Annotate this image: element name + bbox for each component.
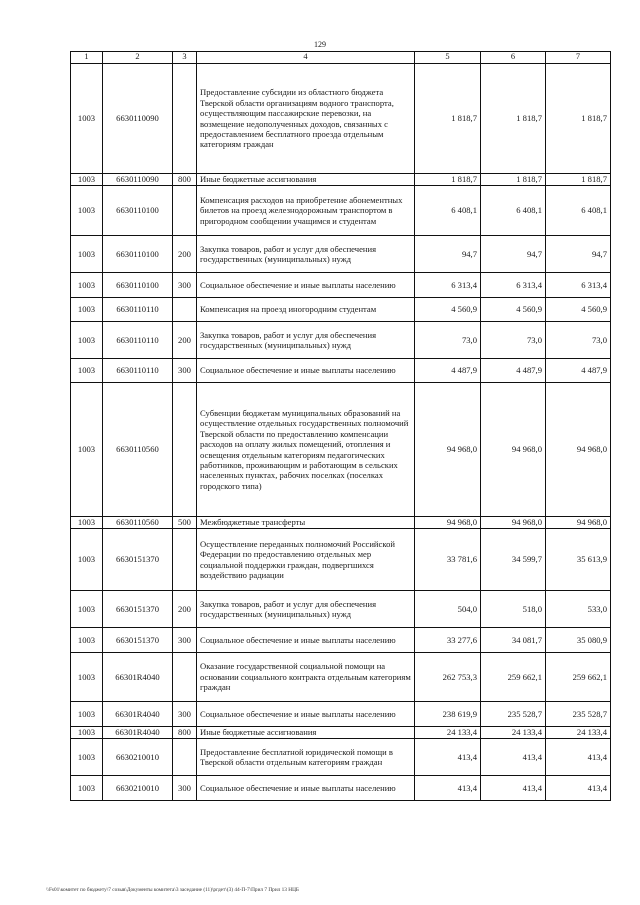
table-row <box>71 776 611 801</box>
amount-col-6: 34 081,7 <box>481 628 546 653</box>
expense-type-code <box>173 653 197 702</box>
column-header: 4 <box>197 52 415 64</box>
expense-type-code: 300 <box>173 628 197 653</box>
table-row <box>71 174 611 186</box>
amount-col-5: 24 133,4 <box>415 727 481 739</box>
amount-col-6: 24 133,4 <box>481 727 546 739</box>
amount-col-6: 94 968,0 <box>481 517 546 529</box>
table-row <box>71 529 611 591</box>
amount-col-6: 6 408,1 <box>481 186 546 236</box>
amount-col-5: 1 818,7 <box>415 174 481 186</box>
amount-col-7: 35 080,9 <box>546 628 611 653</box>
expense-type-code: 200 <box>173 236 197 273</box>
amount-col-5: 94,7 <box>415 236 481 273</box>
amount-col-6: 413,4 <box>481 739 546 776</box>
expense-type-code <box>173 64 197 174</box>
expense-name: Предоставление бесплатной юридической помощи в Тверской области отдельным категориям граждан <box>197 739 415 776</box>
amount-col-6: 4 487,9 <box>481 359 546 383</box>
section-code: 1003 <box>71 727 103 739</box>
table-row <box>71 591 611 628</box>
column-header: 1 <box>71 52 103 64</box>
expense-name: Закупка товаров, работ и услуг для обеспечения государственных (муниципальных) нужд <box>197 591 415 628</box>
expense-type-code <box>173 186 197 236</box>
section-code: 1003 <box>71 186 103 236</box>
expense-name: Иные бюджетные ассигнования <box>197 174 415 186</box>
expense-name: Социальное обеспечение и иные выплаты населению <box>197 776 415 801</box>
column-number-row <box>71 52 611 64</box>
amount-col-5: 33 277,6 <box>415 628 481 653</box>
expense-name: Социальное обеспечение и иные выплаты населению <box>197 702 415 727</box>
amount-col-6: 34 599,7 <box>481 529 546 591</box>
amount-col-7: 35 613,9 <box>546 529 611 591</box>
expense-name: Осуществление переданных полномочий Российской Федерации по предоставлению отдельных мер социальной поддержки граждан, подвергшихся воздействию радиации <box>197 529 415 591</box>
amount-col-6: 259 662,1 <box>481 653 546 702</box>
amount-col-5: 4 487,9 <box>415 359 481 383</box>
amount-col-5: 238 619,9 <box>415 702 481 727</box>
table-row <box>71 322 611 359</box>
amount-col-6: 1 818,7 <box>481 64 546 174</box>
section-code: 1003 <box>71 702 103 727</box>
amount-col-7: 1 818,7 <box>546 174 611 186</box>
expense-name: Социальное обеспечение и иные выплаты населению <box>197 628 415 653</box>
amount-col-7: 4 487,9 <box>546 359 611 383</box>
amount-col-6: 6 313,4 <box>481 273 546 298</box>
target-article-code: 66301R4040 <box>103 653 173 702</box>
expense-type-code: 200 <box>173 322 197 359</box>
amount-col-7: 94 968,0 <box>546 517 611 529</box>
target-article-code: 6630151370 <box>103 628 173 653</box>
column-header: 6 <box>481 52 546 64</box>
amount-col-7: 73,0 <box>546 322 611 359</box>
amount-col-5: 33 781,6 <box>415 529 481 591</box>
expense-type-code: 300 <box>173 702 197 727</box>
section-code: 1003 <box>71 273 103 298</box>
expense-type-code <box>173 739 197 776</box>
section-code: 1003 <box>71 64 103 174</box>
expense-type-code: 500 <box>173 517 197 529</box>
table-row <box>71 727 611 739</box>
section-code: 1003 <box>71 322 103 359</box>
table-row <box>71 383 611 517</box>
amount-col-5: 262 753,3 <box>415 653 481 702</box>
page-number: 129 <box>314 40 326 49</box>
file-path-footer: \\Fs01\комитет по бюджету\7 созыв\Документы комитета\3 заседание (11)\ргдет\(3) 44-П-7\Прил 7 Прил 13 НЦБ <box>46 887 299 893</box>
expense-name: Социальное обеспечение и иные выплаты населению <box>197 359 415 383</box>
target-article-code: 6630110560 <box>103 517 173 529</box>
expense-name: Межбюджетные трансферты <box>197 517 415 529</box>
expense-name: Закупка товаров, работ и услуг для обеспечения государственных (муниципальных) нужд <box>197 322 415 359</box>
amount-col-7: 259 662,1 <box>546 653 611 702</box>
amount-col-6: 413,4 <box>481 776 546 801</box>
expense-type-code: 300 <box>173 273 197 298</box>
target-article-code: 66301R4040 <box>103 702 173 727</box>
amount-col-7: 24 133,4 <box>546 727 611 739</box>
section-code: 1003 <box>71 359 103 383</box>
amount-col-7: 235 528,7 <box>546 702 611 727</box>
target-article-code: 6630110100 <box>103 236 173 273</box>
amount-col-7: 94 968,0 <box>546 383 611 517</box>
target-article-code: 6630151370 <box>103 529 173 591</box>
section-code: 1003 <box>71 529 103 591</box>
amount-col-7: 413,4 <box>546 776 611 801</box>
target-article-code: 6630210010 <box>103 776 173 801</box>
expense-type-code <box>173 383 197 517</box>
expense-type-code: 300 <box>173 359 197 383</box>
amount-col-5: 413,4 <box>415 739 481 776</box>
expense-type-code: 200 <box>173 591 197 628</box>
amount-col-7: 533,0 <box>546 591 611 628</box>
table-row <box>71 628 611 653</box>
section-code: 1003 <box>71 298 103 322</box>
expense-name: Закупка товаров, работ и услуг для обеспечения государственных (муниципальных) нужд <box>197 236 415 273</box>
target-article-code: 6630110110 <box>103 359 173 383</box>
section-code: 1003 <box>71 776 103 801</box>
target-article-code: 6630110090 <box>103 174 173 186</box>
amount-col-6: 73,0 <box>481 322 546 359</box>
section-code: 1003 <box>71 174 103 186</box>
target-article-code: 66301R4040 <box>103 727 173 739</box>
amount-col-6: 235 528,7 <box>481 702 546 727</box>
table-row <box>71 517 611 529</box>
section-code: 1003 <box>71 591 103 628</box>
amount-col-5: 73,0 <box>415 322 481 359</box>
amount-col-6: 1 818,7 <box>481 174 546 186</box>
budget-table <box>70 51 611 801</box>
section-code: 1003 <box>71 628 103 653</box>
amount-col-5: 6 408,1 <box>415 186 481 236</box>
amount-col-5: 413,4 <box>415 776 481 801</box>
expense-type-code <box>173 529 197 591</box>
target-article-code: 6630110560 <box>103 383 173 517</box>
amount-col-6: 518,0 <box>481 591 546 628</box>
amount-col-5: 94 968,0 <box>415 383 481 517</box>
amount-col-7: 1 818,7 <box>546 64 611 174</box>
amount-col-5: 504,0 <box>415 591 481 628</box>
section-code: 1003 <box>71 653 103 702</box>
table-row <box>71 273 611 298</box>
table-row <box>71 702 611 727</box>
table-row <box>71 739 611 776</box>
amount-col-5: 4 560,9 <box>415 298 481 322</box>
expense-type-code <box>173 298 197 322</box>
column-header: 5 <box>415 52 481 64</box>
table-row <box>71 298 611 322</box>
amount-col-6: 94,7 <box>481 236 546 273</box>
expense-type-code: 800 <box>173 727 197 739</box>
expense-name: Оказание государственной социальной помощи на основании социального контракта отдельным категориям граждан <box>197 653 415 702</box>
target-article-code: 6630110100 <box>103 273 173 298</box>
expense-name: Субвенции бюджетам муниципальных образований на осуществление отдельных государственных полномочий Тверской области по предоставлению компенсации расходов на оплату жилых помещений, отопления и освещения отдельным категориям педагогических работников, проживающим и работающим в сельских населенных пунктах, рабочих поселках (поселках городского типа) <box>197 383 415 517</box>
column-header: 3 <box>173 52 197 64</box>
table-body <box>71 64 611 801</box>
expense-type-code: 300 <box>173 776 197 801</box>
section-code: 1003 <box>71 383 103 517</box>
table-row <box>71 359 611 383</box>
section-code: 1003 <box>71 236 103 273</box>
expense-type-code: 800 <box>173 174 197 186</box>
target-article-code: 6630210010 <box>103 739 173 776</box>
expense-name: Социальное обеспечение и иные выплаты населению <box>197 273 415 298</box>
expense-name: Компенсация на проезд иногородним студентам <box>197 298 415 322</box>
target-article-code: 6630110110 <box>103 322 173 359</box>
target-article-code: 6630110090 <box>103 64 173 174</box>
target-article-code: 6630110100 <box>103 186 173 236</box>
target-article-code: 6630110110 <box>103 298 173 322</box>
amount-col-6: 4 560,9 <box>481 298 546 322</box>
expense-name: Предоставление субсидии из областного бюджета Тверской области организациям водного транспорта, осуществляющим пассажирские перевозки, на возмещение недополученных доходов, связанных с предоставлением бесплатного проезда отдельным категориям граждан <box>197 64 415 174</box>
table-row <box>71 236 611 273</box>
amount-col-7: 413,4 <box>546 739 611 776</box>
table-row <box>71 64 611 174</box>
amount-col-7: 6 313,4 <box>546 273 611 298</box>
section-code: 1003 <box>71 517 103 529</box>
table-row <box>71 653 611 702</box>
amount-col-6: 94 968,0 <box>481 383 546 517</box>
column-header: 2 <box>103 52 173 64</box>
expense-name: Компенсация расходов на приобретение абонементных билетов на проезд железнодорожным транспортом в пригородном сообщении учащимся и студентам <box>197 186 415 236</box>
section-code: 1003 <box>71 739 103 776</box>
table-row <box>71 186 611 236</box>
target-article-code: 6630151370 <box>103 591 173 628</box>
column-header: 7 <box>546 52 611 64</box>
amount-col-5: 1 818,7 <box>415 64 481 174</box>
amount-col-7: 94,7 <box>546 236 611 273</box>
amount-col-5: 6 313,4 <box>415 273 481 298</box>
amount-col-7: 6 408,1 <box>546 186 611 236</box>
amount-col-5: 94 968,0 <box>415 517 481 529</box>
expense-name: Иные бюджетные ассигнования <box>197 727 415 739</box>
amount-col-7: 4 560,9 <box>546 298 611 322</box>
